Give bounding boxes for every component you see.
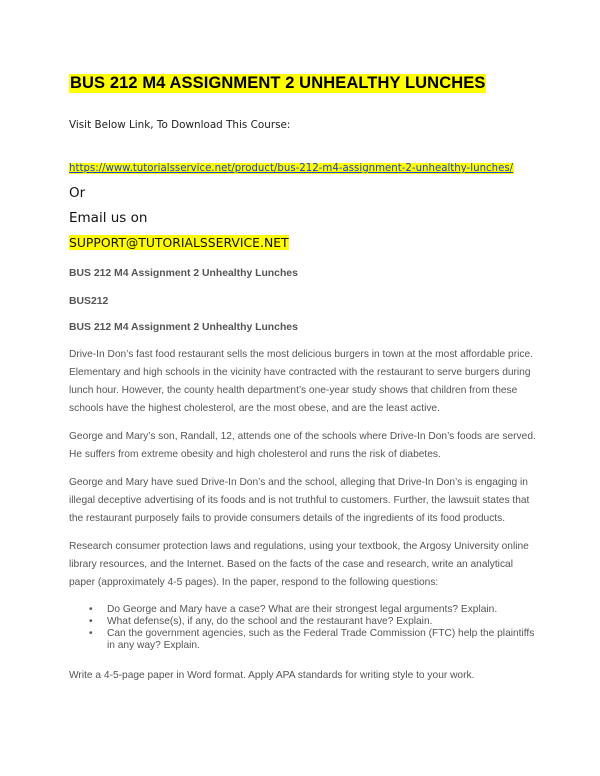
assignment-heading: BUS 212 M4 Assignment 2 Unhealthy Lunches xyxy=(69,268,298,279)
bullet-marker: • xyxy=(89,604,93,615)
paragraph-randall: George and Mary’s son, Randall, 12, attends one of the schools where Drive-In Don’s foods are served. He suffers from extreme obesity and high cholesterol and runs the risk of diabetes. xyxy=(69,431,536,460)
list-item xyxy=(89,604,539,616)
course-link[interactable]: https://www.tutorialsservice.net/product/bus-212-m4-assignment-2-unhealthy-lunches/ xyxy=(69,163,514,174)
or-text: Or xyxy=(69,185,86,201)
question-text: Can the government agencies, such as the Federal Trade Commission (FTC) help the plaintiffs in any way? Explain. xyxy=(107,628,535,651)
course-code: BUS212 xyxy=(69,296,109,307)
email-us-text: Email us on xyxy=(69,210,148,226)
question-text: What defense(s), if any, do the school and the restaurant have? Explain. xyxy=(107,616,433,627)
question-text: Do George and Mary have a case? What are their strongest legal arguments? Explain. xyxy=(107,604,498,615)
support-email[interactable]: SUPPORT@TUTORIALSSERVICE.NET xyxy=(69,235,289,250)
paragraph-instructions: Research consumer protection laws and regulations, using your textbook, the Argosy University online library resources, and the Internet. Based on the facts of the case and research, write an analytical paper (approximately 4-5 pages). In the paper, respond to the following questions: xyxy=(69,541,529,588)
list-item xyxy=(89,628,539,652)
paragraph-case-intro: Drive-In Don’s fast food restaurant sells the most delicious burgers in town at the most affordable price. Elementary and high schools in the vicinity have contracted with the restaurant to serve burgers during lunch hour. However, the county health department’s one-year study shows that children from these schools have the highest cholesterol, are the most obese, and are the least active. xyxy=(69,349,533,414)
closing-instructions: Write a 4-5-page paper in Word format. Apply APA standards for writing style to your work. xyxy=(69,670,475,681)
intro-text: Visit Below Link, To Download This Course: xyxy=(69,119,291,131)
paragraph-lawsuit: George and Mary have sued Drive-In Don’s and the school, alleging that Drive-In Don’s is engaging in illegal deceptive advertising of its foods and is not truthful to customers. Further, the lawsuit states that the restaurant purposely fails to provide consumers details of the ingredients of its food products. xyxy=(69,477,530,524)
bullet-marker: • xyxy=(89,628,93,639)
document-title: BUS 212 M4 ASSIGNMENT 2 UNHEALTHY LUNCHES xyxy=(70,74,486,92)
list-item xyxy=(89,616,539,628)
questions-list xyxy=(89,604,539,652)
bullet-marker: • xyxy=(89,616,93,627)
assignment-subheading: BUS 212 M4 Assignment 2 Unhealthy Lunches xyxy=(69,322,298,333)
title-block xyxy=(69,74,486,93)
